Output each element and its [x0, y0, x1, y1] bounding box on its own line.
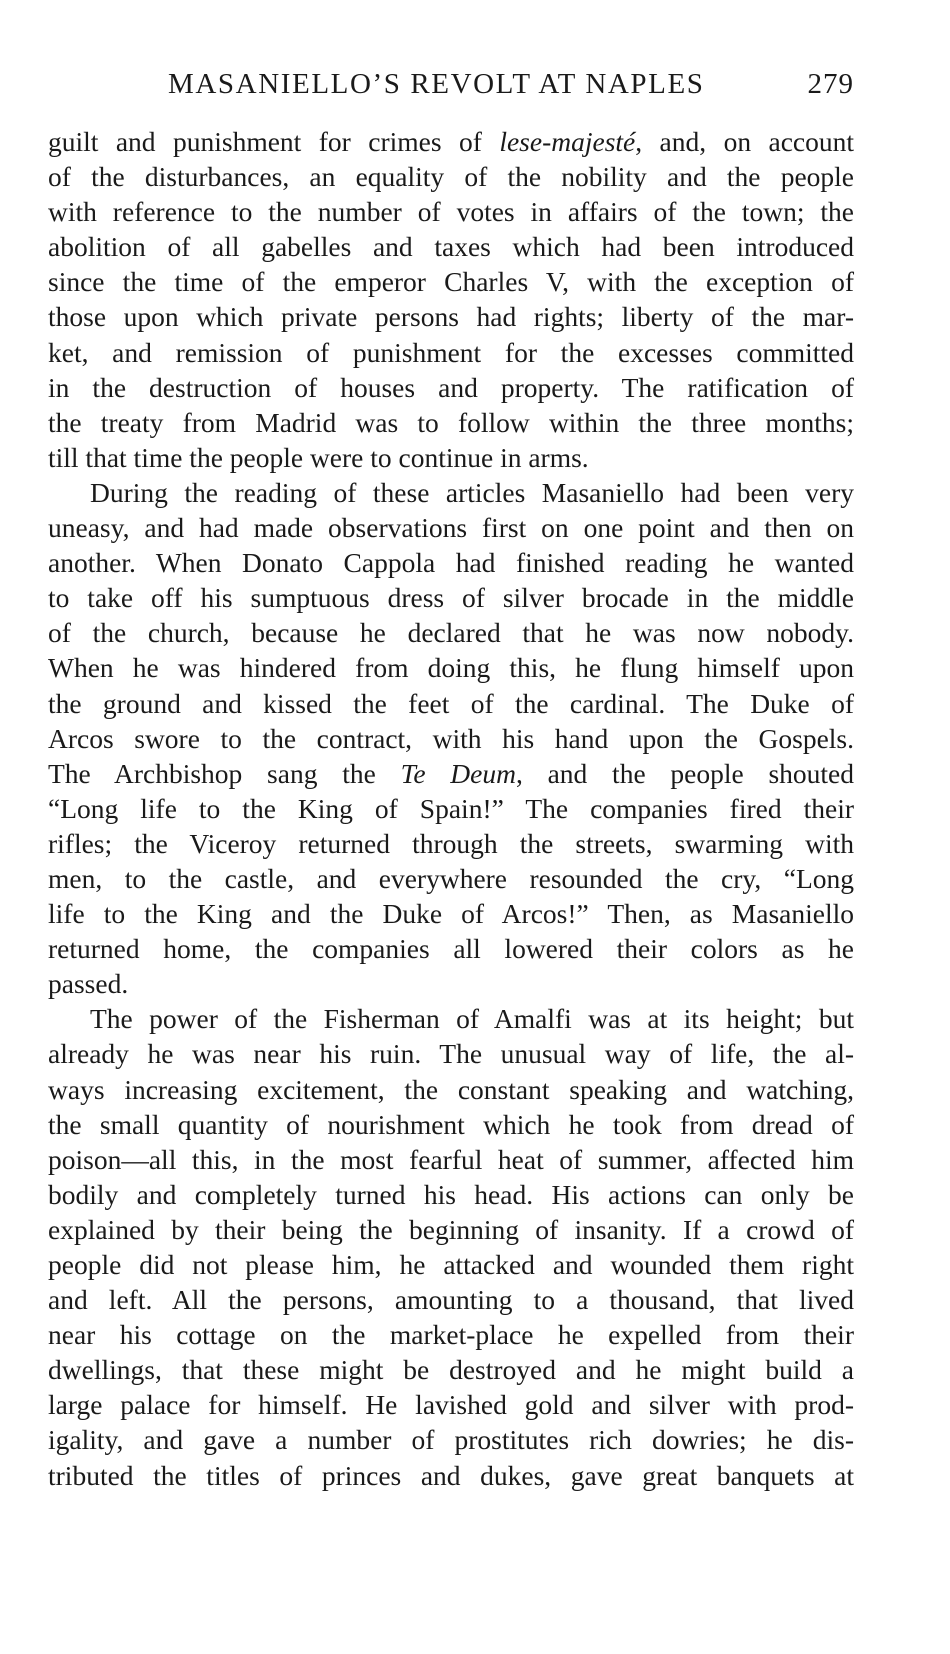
italic-phrase: lese-majesté [499, 126, 636, 157]
page-header [48, 68, 854, 118]
text-line: Arcos swore to the contract, with his hand upon the Gospels. [48, 722, 854, 754]
text-line: the small quantity of nourishment which he took from dread of [48, 1108, 854, 1140]
text-line: with reference to the number of votes in affairs of the town; the [48, 196, 854, 228]
text-line: of the disturbances, an equality of the nobility and the people [48, 161, 854, 193]
text-line: explained by their being the beginning of insanity. If a crowd of [48, 1213, 854, 1245]
text-line: tributed the titles of princes and dukes, gave great banquets at [48, 1459, 854, 1491]
text-line: large palace for himself. He lavished gold and silver with prod- [48, 1389, 854, 1421]
text-line: poison—all this, in the most fearful heat of summer, affected him [48, 1143, 854, 1175]
text-line: the treaty from Madrid was to follow within the three months; [48, 406, 854, 438]
text-line: rifles; the Viceroy returned through the streets, swarming with [48, 827, 854, 859]
text-line: “Long life to the King of Spain!” The companies fired their [48, 792, 854, 824]
text-line: already he was near his ruin. The unusual way of life, the al- [48, 1038, 854, 1070]
italic-phrase: Te Deum [400, 757, 516, 789]
text-line: and left. All the persons, amounting to a thousand, that lived [48, 1284, 854, 1316]
text-line: igality, and gave a number of prostitutes rich dowries; he dis- [48, 1424, 854, 1456]
text-line: ways increasing excitement, the constant speaking and watching, [48, 1073, 854, 1105]
text-line: bodily and completely turned his head. His actions can only be [48, 1178, 854, 1210]
text-line: uneasy, and had made observations first on one point and then on [48, 512, 854, 544]
body-text [48, 124, 854, 1493]
paragraph [48, 124, 854, 475]
text-line: ket, and remission of punishment for the excesses committed [48, 336, 854, 368]
text-line: dwellings, that these might be destroyed and he might build a [48, 1354, 854, 1386]
text-line: the ground and kissed the feet of the cardinal. The Duke of [48, 687, 854, 719]
paragraph [48, 1001, 854, 1492]
text-line: men, to the castle, and everywhere resounded the cry, “Long [48, 862, 854, 894]
page-number: 279 [807, 68, 854, 100]
text-line: returned home, the companies all lowered their colors as he [48, 933, 854, 965]
text-line: since the time of the emperor Charles V, with the exception of [48, 266, 854, 298]
text-line: The power of the Fisherman of Amalfi was at its height; but [90, 1003, 854, 1035]
text-line: guilt and punishment for crimes of lese-majesté, and, on account [48, 126, 855, 157]
book-page [48, 68, 854, 1493]
paragraph [48, 475, 854, 1001]
text-line: people did not please him, he attacked and wounded them right [48, 1249, 854, 1280]
text-line: During the reading of these articles Masaniello had been very [90, 476, 854, 508]
text-line: of the church, because he declared that he was now nobody. [48, 617, 854, 649]
text-line: When he was hindered from doing this, he flung himself upon [48, 652, 854, 684]
text-line: another. When Donato Cappola had finished reading he wanted [48, 547, 854, 579]
text-line: passed. [48, 968, 129, 1000]
text-line: those upon which private persons had rights; liberty of the mar- [48, 301, 854, 333]
text-line: The Archbishop sang the Te Deum, and the people shouted [48, 757, 854, 789]
text-line: till that time the people were to continue in arms. [48, 441, 589, 473]
text-line: life to the King and the Duke of Arcos!” Then, as Masaniello [48, 898, 854, 930]
running-title: MASANIELLO’S REVOLT AT NAPLES [168, 68, 705, 100]
text-line: near his cottage on the market-place he expelled from their [48, 1319, 854, 1351]
text-line: to take off his sumptuous dress of silver brocade in the middle [48, 582, 854, 614]
text-line: abolition of all gabelles and taxes which had been introduced [48, 231, 854, 263]
text-line: in the destruction of houses and property. The ratification of [48, 371, 854, 403]
